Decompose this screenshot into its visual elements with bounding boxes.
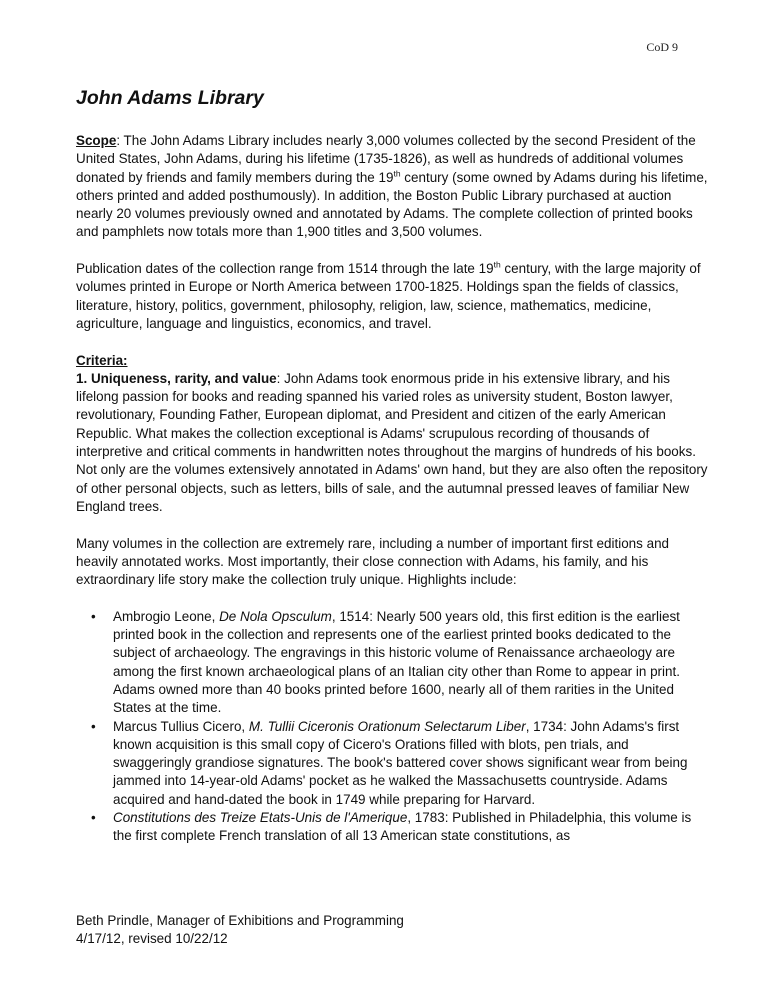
scope-paragraph bbox=[76, 132, 708, 242]
page-header-label: CoD 9 bbox=[646, 40, 678, 54]
highlight-book-title: M. Tullii Ciceronis Orationum Selectarum Liber bbox=[248, 718, 526, 734]
criteria-label: Criteria: bbox=[76, 352, 128, 368]
criteria-item-1 bbox=[76, 370, 708, 516]
highlight-prefix: Ambrogio Leone, bbox=[113, 608, 220, 624]
scope-label: Scope bbox=[76, 133, 117, 148]
publication-superscript: th bbox=[493, 259, 501, 270]
page-footer bbox=[76, 912, 404, 949]
bullet-icon: • bbox=[91, 608, 96, 624]
rarity-paragraph: Many volumes in the collection are extremely rare, including a number of important first editions and heavily annotated works. Most importantly, their close connection with Adams, his family, and his extraordinary life story make the collection truly unique. Highlights include: bbox=[76, 535, 670, 588]
highlight-book-title: Constitutions des Treize Etats-Unis de l'Amerique bbox=[113, 809, 408, 825]
highlight-prefix: Marcus Tullius Cicero, bbox=[113, 718, 249, 734]
publication-paragraph bbox=[76, 260, 708, 333]
highlight-text: , 1514: Nearly 500 years old, this first edition is the earliest printed book in the collection and represents one of the earliest printed books dedicated to the subject of archaeology. The engravings in this historic volume of Renaissance archaeology are among the first known archaeological plans of an Italian city other than Rome to appear in print. Adams owned more than 40 books printed before 1600, nearly all of them rarities in the United States at the time. bbox=[113, 608, 680, 716]
list-item bbox=[76, 718, 708, 809]
scope-text-2: century (some owned by Adams during his lifetime, others printed and added posthumously). In addition, the Boston Public Library purchased at auction nearly 20 volumes previously owned and annotated by Adams. The complete collection of printed books and pamphlets now totals more than 1,900 titles and 3,500 volumes. bbox=[76, 169, 708, 240]
page-title: John Adams Library bbox=[76, 87, 264, 109]
criteria-item-1-text: : John Adams took enormous pride in his extensive library, and his lifelong passion for books and reading spanned his varied roles as university student, Boston lawyer, revolutionary, Founding Father, European diplomat, and President and citizen of the early American Republic. What makes the collection exceptional is Adams' scrupulous recording of thousands of interpretive and critical comments in handwritten notes throughout the margins of hundreds of his books. Not only are the volumes extensively annotated in Adams' own hand, but they are also often the repository of other personal objects, such as letters, bills of sale, and the autumnal pressed leaves of familiar New England trees. bbox=[76, 370, 708, 514]
bullet-icon: • bbox=[91, 809, 96, 825]
list-item bbox=[76, 809, 708, 846]
bullet-icon: • bbox=[91, 718, 96, 734]
criteria-heading bbox=[76, 352, 708, 370]
publication-text-2: century, with the large majority of volumes printed in Europe or North America between 1700-1825. Holdings span the fields of classics, literature, history, politics, government, philosophy, religion, law, science, mathematics, medicine, agriculture, language and linguistics, economics, and travel. bbox=[76, 261, 701, 331]
publication-text-1: Publication dates of the collection range from 1514 through the late 19 bbox=[76, 261, 494, 277]
list-item bbox=[76, 608, 708, 718]
highlight-text: , 1734: John Adams's first known acquisition is this small copy of Cicero's Orations filled with blots, pen trials, and swaggeringly grandiose signatures. The book's battered cover shows significant wear from being jammed into 14-year-old Adams' pocket as he walked the Massachusetts countryside. Adams acquired and hand-dated the book in 1749 while preparing for Harvard. bbox=[113, 718, 688, 807]
scope-text-1: : The John Adams Library includes nearly 3,000 volumes collected by the second President of the United States, John Adams, during his lifetime (1735-1826), as well as hundreds of additional volumes donated by friends and family members during the 19 bbox=[76, 133, 696, 185]
highlight-book-title: De Nola Opsculum bbox=[219, 608, 332, 624]
criteria-item-1-label: 1. Uniqueness, rarity, and value bbox=[76, 370, 277, 386]
footer-author: Beth Prindle, Manager of Exhibitions and Programming bbox=[76, 913, 404, 928]
highlight-text: , 1783: Published in Philadelphia, this volume is the first complete French translation of all 13 American state constitutions, as bbox=[113, 809, 692, 844]
document-body bbox=[76, 132, 708, 846]
footer-date: 4/17/12, revised 10/22/12 bbox=[76, 931, 228, 947]
highlights-list bbox=[76, 608, 708, 846]
scope-superscript: th bbox=[393, 168, 401, 179]
